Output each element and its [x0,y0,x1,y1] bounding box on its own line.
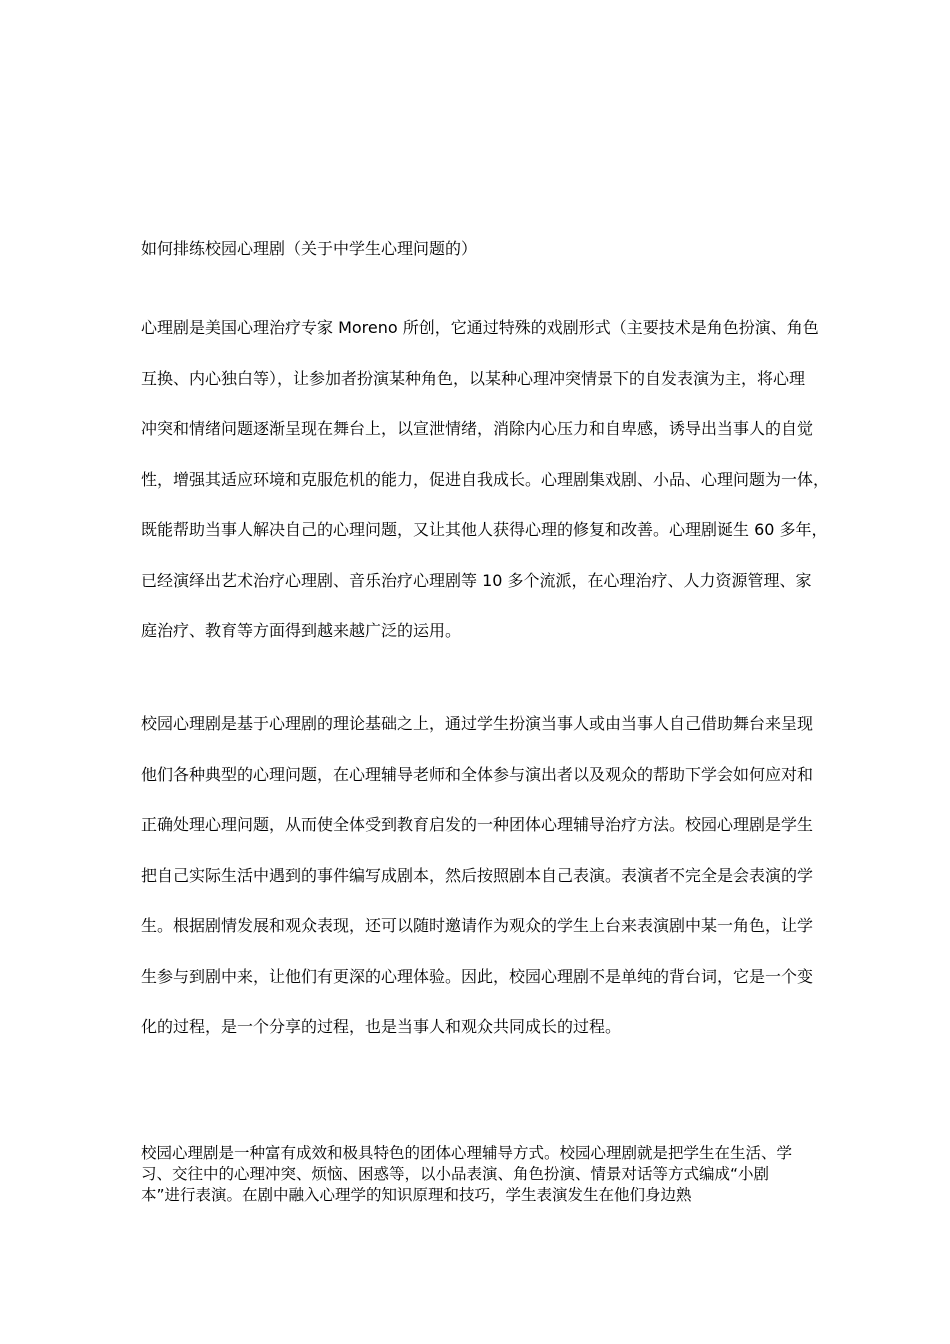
paragraph-line: 既能帮助当事人解决自己的心理问题，又让其他人获得心理的修复和改善。心理剧诞生 60 多年， [141,520,828,539]
paragraph-line: 生。根据剧情发展和观众表现，还可以随时邀请作为观众的学生上台来表演剧中某一角色，让学 [141,916,814,935]
paragraph-line: 把自己实际生活中遇到的事件编写成剧本，然后按照剧本自己表演。表演者不完全是会表演的学 [141,865,814,885]
paragraph-line: 互换、内心独白等），让参加者扮演某种角色，以某种心理冲突情景下的自发表演为主，将心理 [141,368,806,388]
paragraph-line: 性，增强其适应环境和克服危机的能力，促进自我成长。心理剧集戏剧、小品、心理问题为一体， [141,469,830,489]
paragraph-line: 他们各种典型的心理问题，在心理辅导老师和全体参与演出者以及观众的帮助下学会如何应对和 [141,764,814,784]
paragraph-line: 冲突和情绪问题逐渐呈现在舞台上，以宣泄情绪，消除内心压力和自卑感，诱导出当事人的自觉 [141,419,814,438]
paragraph-line: 庭治疗、教育等方面得到越来越广泛的运用。 [141,621,462,640]
paragraph-line: 校园心理剧是一种富有成效和极具特色的团体心理辅导方式。校园心理剧就是把学生在生活、学 [141,1144,793,1162]
paragraph-2 [141,712,831,1066]
paragraph-line: 习、交往中的心理冲突、烦恼、困惑等，以小品表演、角色扮演、情景对话等方式编成“小剧 [141,1165,770,1183]
paragraph-line: 心理剧是美国心理治疗专家 Moreno 所创，它通过特殊的戏剧形式（主要技术是角色扮演、角色 [141,318,819,337]
paragraph-line: 正确处理心理问题，从而使全体受到教育启发的一种团体心理辅导治疗方法。校园心理剧是学生 [141,815,814,834]
paragraph-line: 校园心理剧是基于心理剧的理论基础之上，通过学生扮演当事人或由当事人自己借助舞台来呈现 [141,714,814,733]
paragraph-1 [141,316,831,670]
paragraph-line: 生参与到剧中来，让他们有更深的心理体验。因此，校园心理剧不是单纯的背台词，它是一个变 [141,966,814,986]
document-title: 如何排练校园心理剧（关于中学生心理问题的） [141,239,478,258]
paragraph-line: 已经演绎出艺术治疗心理剧、音乐治疗心理剧等 10 多个流派，在心理治疗、人力资源管理、家 [141,570,812,590]
paragraph-line: 化的过程，是一个分享的过程，也是当事人和观众共同成长的过程。 [141,1017,622,1036]
paragraph-3 [141,1143,831,1206]
paragraph-line: 本”进行表演。在剧中融入心理学的知识原理和技巧，学生表演发生在他们身边熟 [141,1186,692,1204]
